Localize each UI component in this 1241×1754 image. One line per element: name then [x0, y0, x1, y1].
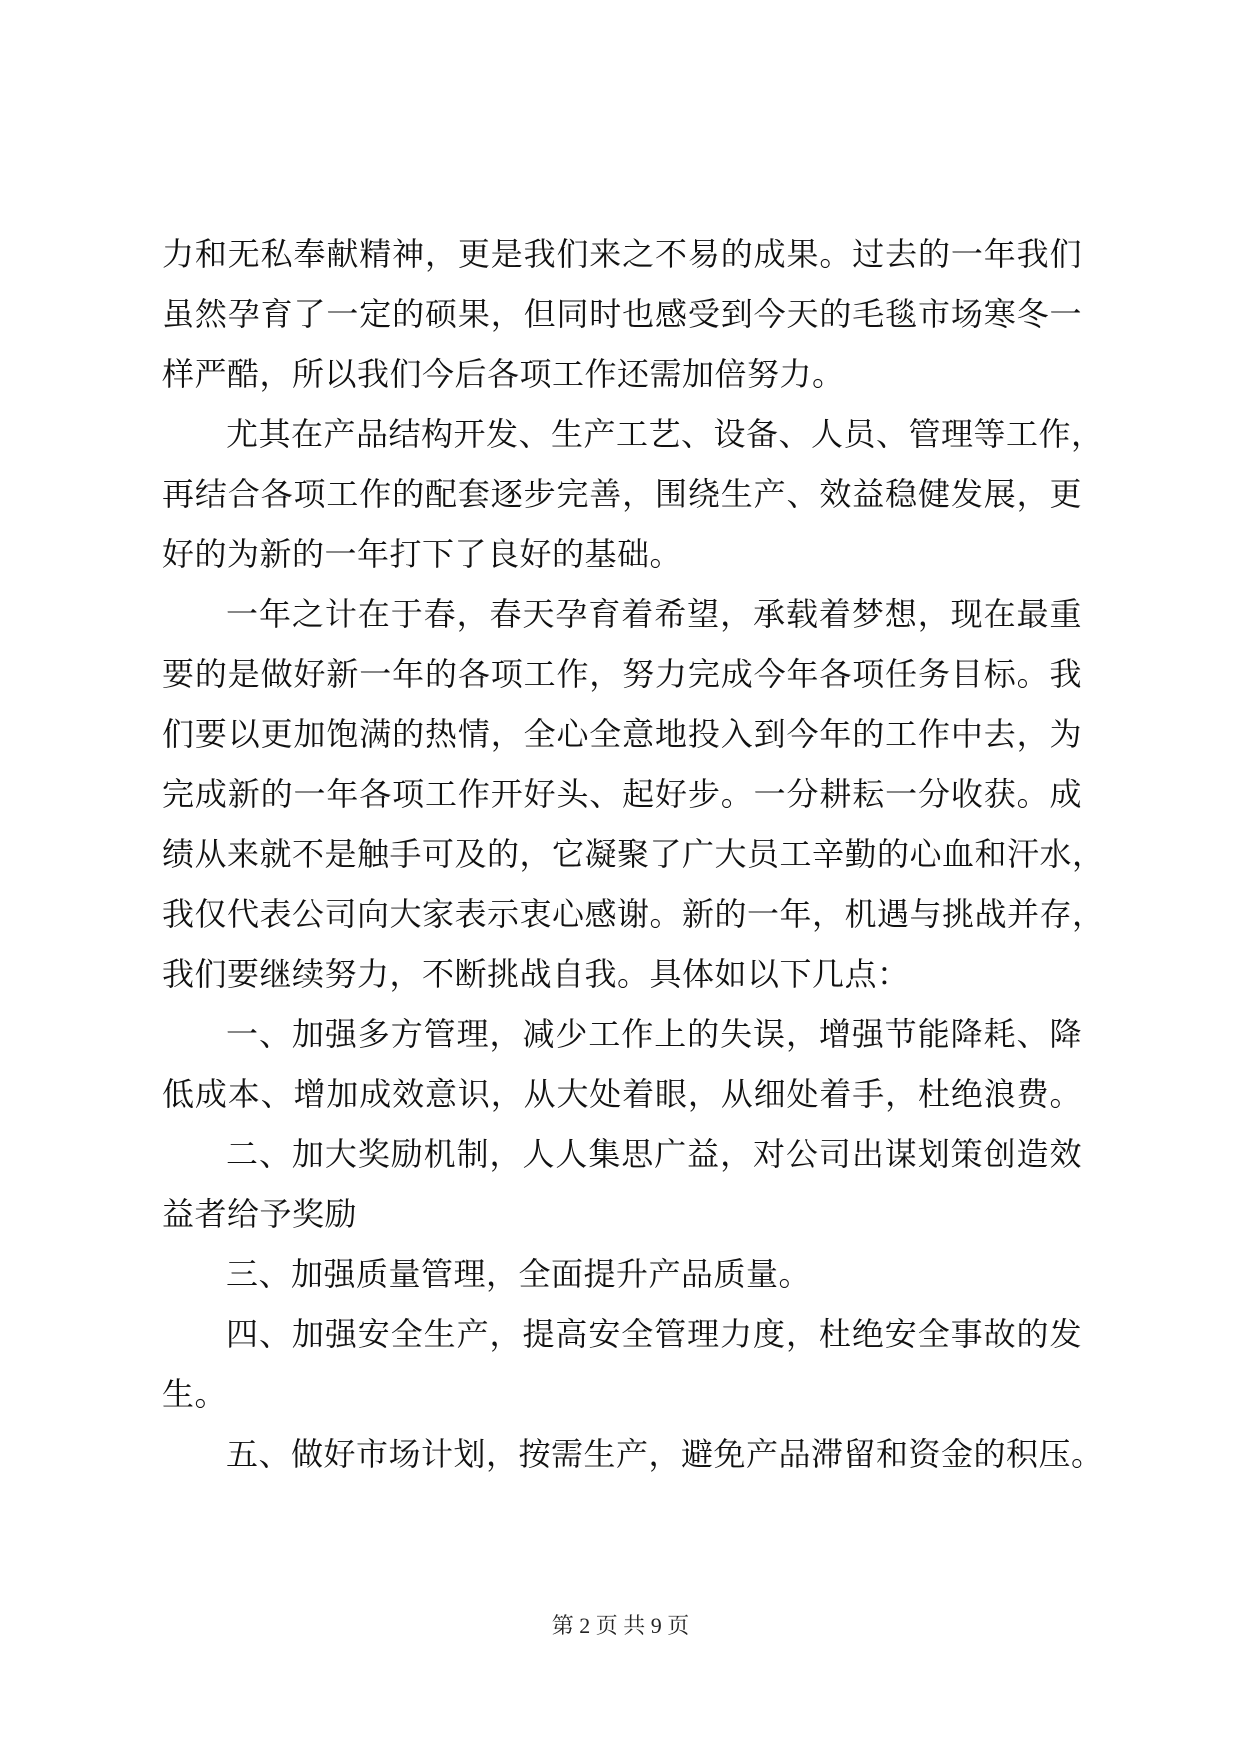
text-line: 一年之计在于春，春天孕育着希望，承载着梦想，现在最重 — [226, 595, 1082, 633]
text-line: 三、加强质量管理，全面提升产品质量。 — [226, 1255, 812, 1293]
text-line: 四、加强安全生产，提高安全管理力度，杜绝安全事故的发 — [226, 1315, 1082, 1353]
text-line: 再结合各项工作的配套逐步完善，围绕生产、效益稳健发展，更 — [162, 475, 1082, 513]
text-line: 虽然孕育了一定的硕果，但同时也感受到今天的毛毯市场寒冬一 — [162, 295, 1082, 333]
text-line: 低成本、增加成效意识，从大处着眼，从细处着手，杜绝浪费。 — [162, 1075, 1082, 1113]
text-line: 一、加强多方管理，减少工作上的失误，增强节能降耗、降 — [226, 1015, 1082, 1053]
page-number-footer: 第 2 页 共 9 页 — [551, 1613, 690, 1638]
text-line: 好的为新的一年打下了良好的基础。 — [162, 535, 683, 573]
text-line: 要的是做好新一年的各项工作，努力完成今年各项任务目标。我 — [162, 655, 1082, 693]
text-line: 尤其在产品结构开发、生产工艺、设备、人员、管理等工作， — [226, 415, 1104, 453]
text-line: 绩从来就不是触手可及的，它凝聚了广大员工辛勤的心血和汗水， — [162, 835, 1105, 873]
text-line: 我们要继续努力，不断挑战自我。具体如以下几点： — [162, 955, 910, 993]
text-line: 们要以更加饱满的热情，全心全意地投入到今年的工作中去，为 — [162, 715, 1082, 753]
text-line: 力和无私奉献精神，更是我们来之不易的成果。过去的一年我们 — [162, 235, 1082, 273]
text-line: 益者给予奖励 — [162, 1195, 358, 1233]
text-line: 五、做好市场计划，按需生产，避免产品滞留和资金的积压。 — [226, 1435, 1104, 1473]
text-line: 完成新的一年各项工作开好头、起好步。一分耕耘一分收获。成 — [162, 775, 1082, 813]
text-line: 我仅代表公司向大家表示衷心感谢。新的一年，机遇与挑战并存， — [162, 895, 1105, 933]
document-body — [162, 224, 1105, 1484]
text-line: 二、加大奖励机制，人人集思广益，对公司出谋划策创造效 — [226, 1135, 1082, 1173]
text-line: 样严酷，所以我们今后各项工作还需加倍努力。 — [162, 355, 845, 393]
text-line: 生。 — [162, 1375, 228, 1413]
